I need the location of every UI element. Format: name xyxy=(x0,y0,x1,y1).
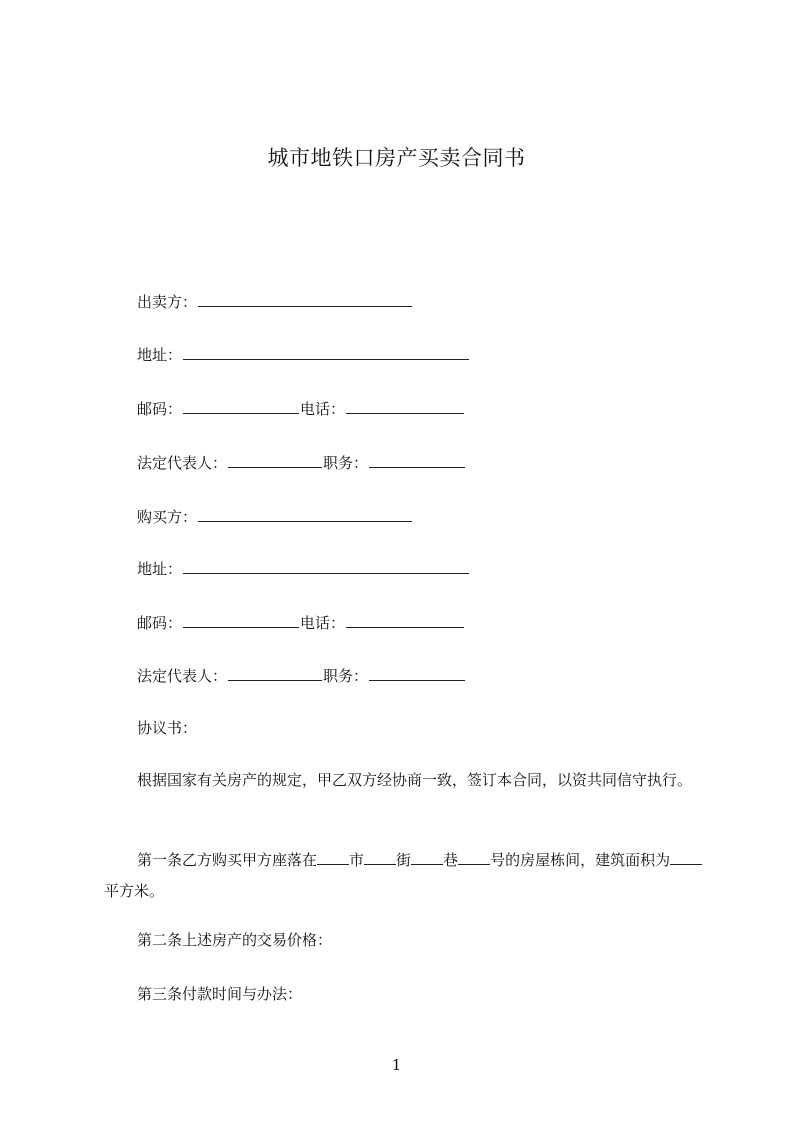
buyer-postcode-blank[interactable] xyxy=(183,611,299,628)
seller-line xyxy=(137,290,413,312)
article1-text-1: 第一条乙方购买甲方座落在 xyxy=(137,851,318,869)
buyer-address-line xyxy=(137,557,470,579)
buyer-contact-line xyxy=(137,611,465,633)
buyer-line xyxy=(137,505,413,527)
buyer-phone-label: 电话： xyxy=(300,614,346,632)
article1-text-2: 市 xyxy=(349,851,365,869)
buyer-rep-line xyxy=(137,664,466,686)
lane-blank[interactable] xyxy=(411,849,443,865)
article-1 xyxy=(104,845,704,907)
buyer-rep-label: 法定代表人： xyxy=(137,667,228,685)
area-blank[interactable] xyxy=(670,849,702,865)
page-number: 1 xyxy=(391,1056,402,1074)
seller-postcode-label: 邮码： xyxy=(137,400,183,418)
intro-paragraph xyxy=(104,765,704,796)
article1-text-5: 号的房屋栋间，建筑面积为 xyxy=(490,851,671,869)
buyer-address-blank[interactable] xyxy=(183,557,469,574)
seller-phone-blank[interactable] xyxy=(346,397,464,414)
seller-position-blank[interactable] xyxy=(369,451,465,468)
buyer-phone-blank[interactable] xyxy=(346,611,464,628)
seller-name-blank[interactable] xyxy=(198,290,412,307)
intro-text: 根据国家有关房产的规定，甲乙双方经协商一致，签订本合同，以资共同信守执行。 xyxy=(137,771,693,789)
buyer-name-blank[interactable] xyxy=(198,505,412,522)
seller-phone-label: 电话： xyxy=(300,400,346,418)
seller-postcode-blank[interactable] xyxy=(183,397,299,414)
seller-rep-line xyxy=(137,451,466,473)
seller-label: 出卖方： xyxy=(137,293,198,311)
buyer-label: 购买方： xyxy=(137,508,198,526)
seller-rep-label: 法定代表人： xyxy=(137,454,228,472)
buyer-postcode-label: 邮码： xyxy=(137,614,183,632)
article1-text-4: 巷 xyxy=(443,851,459,869)
article-2: 第二条上述房产的交易价格： xyxy=(137,931,333,949)
document-title: 城市地铁口房产买卖合同书 xyxy=(267,146,526,170)
buyer-position-label: 职务： xyxy=(323,667,369,685)
buyer-address-label: 地址： xyxy=(137,560,183,578)
number-blank[interactable] xyxy=(458,849,490,865)
seller-contact-line xyxy=(137,397,465,419)
agreement-heading: 协议书： xyxy=(137,719,198,737)
buyer-rep-blank[interactable] xyxy=(228,664,322,681)
buyer-position-blank[interactable] xyxy=(369,664,465,681)
seller-position-label: 职务： xyxy=(323,454,369,472)
article1-text-3: 街 xyxy=(396,851,412,869)
seller-address-label: 地址： xyxy=(137,346,183,364)
seller-address-blank[interactable] xyxy=(183,343,469,360)
seller-rep-blank[interactable] xyxy=(228,451,322,468)
article-3: 第三条付款时间与办法： xyxy=(137,985,303,1003)
street-blank[interactable] xyxy=(364,849,396,865)
city-blank[interactable] xyxy=(317,849,349,865)
article1-text-6: 平方米。 xyxy=(104,882,165,900)
seller-address-line xyxy=(137,343,470,365)
